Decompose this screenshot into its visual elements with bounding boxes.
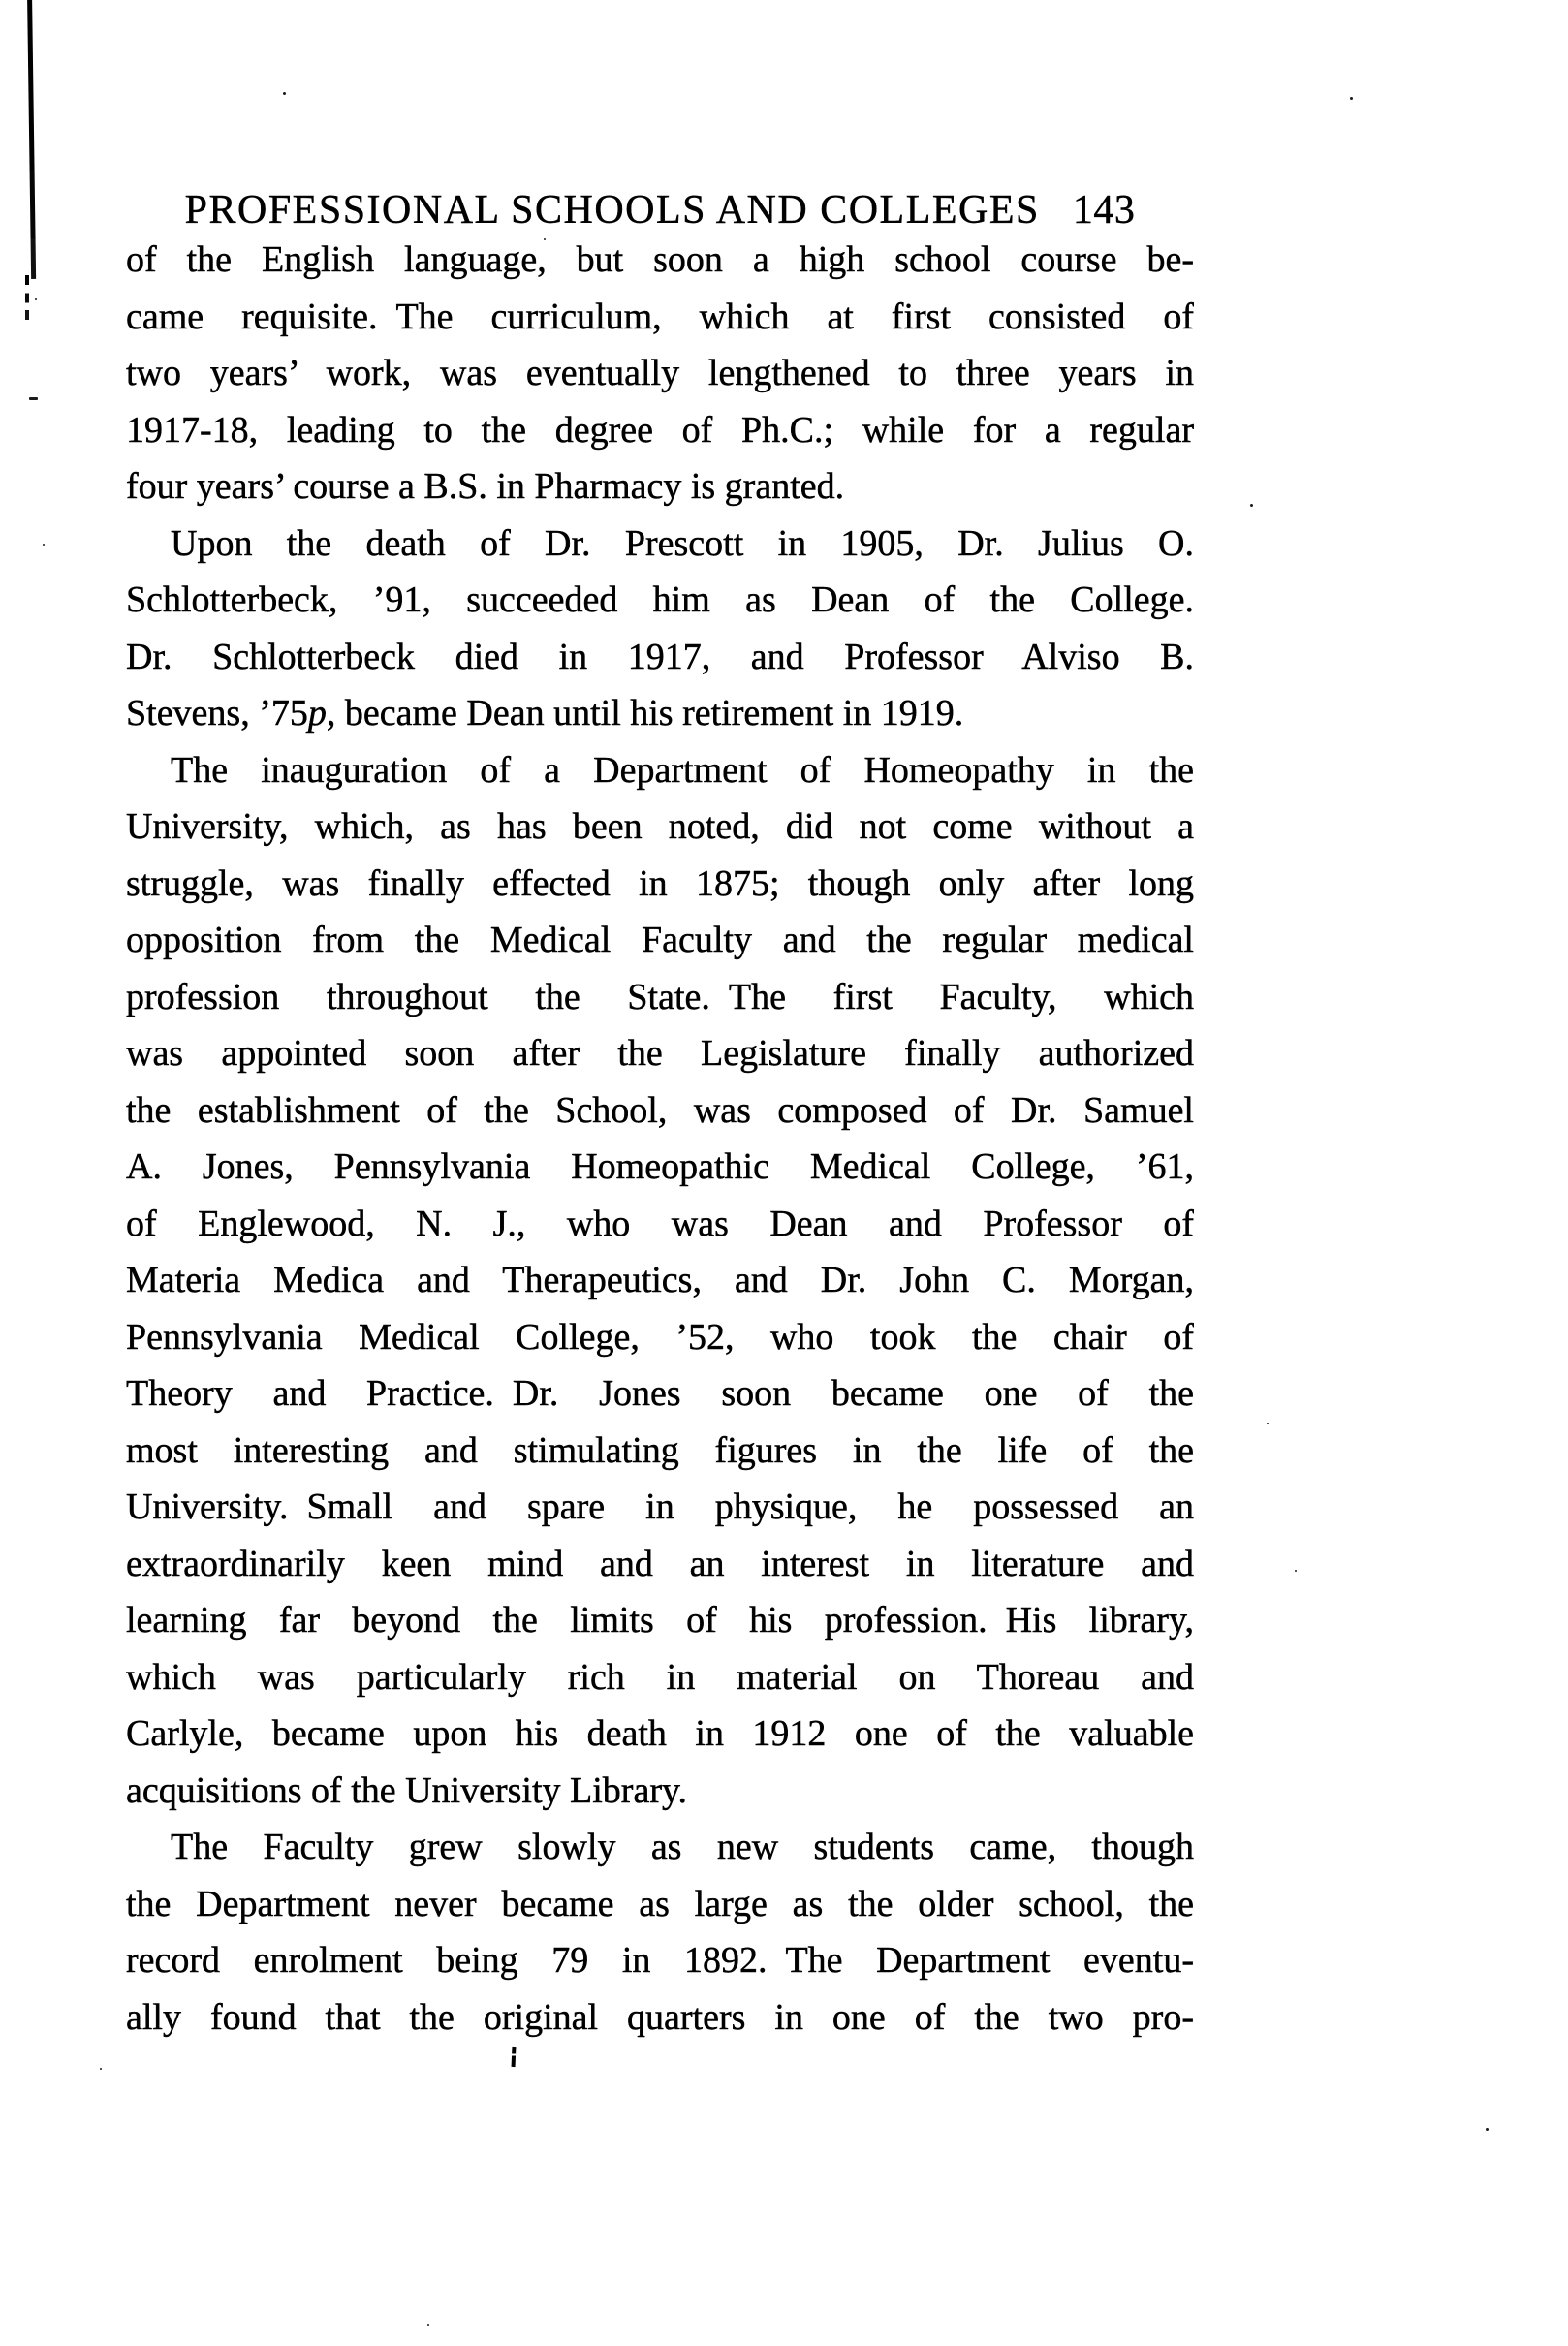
- speck-artifact: [1250, 504, 1253, 507]
- text-line: came requisite. The curriculum, which at first consisted of: [126, 296, 1194, 337]
- text-line: Materia Medica and Therapeutics, and Dr. John C. Morgan,: [126, 1260, 1194, 1300]
- text-line: Schlotterbeck, ’91, succeeded him as Dean of the College.: [126, 579, 1194, 620]
- stray-ink-mark: [512, 2047, 517, 2067]
- running-title: PROFESSIONAL SCHOOLS AND COLLEGES: [184, 188, 1040, 233]
- text-line: the Department never became as large as the older school, the: [126, 1883, 1194, 1924]
- text-line: which was particularly rich in material on Thoreau and: [126, 1656, 1194, 1698]
- speck-artifact: [1295, 1570, 1297, 1572]
- text-line: ally found that the original quarters in one of the two pro-: [126, 1996, 1194, 2038]
- text-line: Theory and Practice. Dr. Jones soon became one of the: [126, 1373, 1194, 1414]
- text-line: two years’ work, was eventually lengthened to three years in: [126, 353, 1194, 393]
- text-line: The inauguration of a Department of Homeopathy in the: [171, 749, 1194, 791]
- text-line: most interesting and stimulating figures in the life of the: [126, 1429, 1194, 1471]
- text-line: learning far beyond the limits of his profession. His library,: [126, 1600, 1194, 1641]
- text-line: Upon the death of Dr. Prescott in 1905, Dr. Julius O.: [171, 522, 1194, 564]
- text-segment: , became Dean until his retirement in 1919.: [326, 693, 964, 734]
- text-line: of the English language, but soon a high school course be-: [126, 239, 1194, 280]
- text-line: record enrolment being 79 in 1892. The Department eventu-: [126, 1940, 1194, 1981]
- text-segment: Stevens, ’75: [126, 693, 308, 734]
- speck-artifact: [1486, 2128, 1489, 2131]
- speck-artifact: [29, 397, 38, 400]
- text-line: struggle, was finally effected in 1875; though only after long: [126, 862, 1194, 904]
- text-line: Carlyle, became upon his death in 1912 one of the valuable: [126, 1713, 1194, 1754]
- text-block: [126, 232, 1194, 2046]
- text-line: acquisitions of the University Library.: [126, 1769, 688, 1811]
- text-line: extraordinarily keen mind and an interest in literature and: [126, 1543, 1194, 1584]
- text-line: the establishment of the School, was composed of Dr. Samuel: [126, 1089, 1194, 1131]
- text-line: [126, 685, 1194, 742]
- speck-artifact: [1267, 1423, 1269, 1424]
- text-line: University, which, as has been noted, did not come without a: [126, 806, 1194, 847]
- speck-artifact: [283, 92, 286, 95]
- speck-artifact: [100, 2068, 102, 2070]
- text-line: was appointed soon after the Legislature finally authorized: [126, 1033, 1194, 1074]
- text-line: opposition from the Medical Faculty and the regular medical: [126, 920, 1194, 960]
- text-line: of Englewood, N. J., who was Dean and Professor of: [126, 1203, 1194, 1244]
- speck-artifact: [1350, 97, 1353, 100]
- speck-artifact: [43, 544, 45, 546]
- text-line: profession throughout the State. The first Faculty, which: [126, 976, 1194, 1017]
- page-number: 143: [1072, 188, 1136, 233]
- text-line: The Faculty grew slowly as new students came, though: [171, 1827, 1194, 1867]
- page-header: [126, 186, 1194, 235]
- speck-artifact: [427, 2324, 429, 2326]
- text-line: four years’ course a B.S. in Pharmacy is granted.: [126, 466, 845, 507]
- scan-edge-line-tail-artifact: [25, 275, 29, 320]
- text-line: Dr. Schlotterbeck died in 1917, and Professor Alviso B.: [126, 636, 1194, 677]
- text-line: Pennsylvania Medical College, ’52, who took the chair of: [126, 1316, 1194, 1358]
- text-line: 1917-18, leading to the degree of Ph.C.; while for a regular: [126, 409, 1194, 451]
- speck-artifact: [35, 298, 37, 300]
- scan-edge-line-artifact: [27, 0, 36, 279]
- text-line: A. Jones, Pennsylvania Homeopathic Medical College, ’61,: [126, 1146, 1194, 1187]
- text-line: University. Small and spare in physique, he possessed an: [126, 1486, 1194, 1527]
- text-segment: p: [307, 693, 327, 734]
